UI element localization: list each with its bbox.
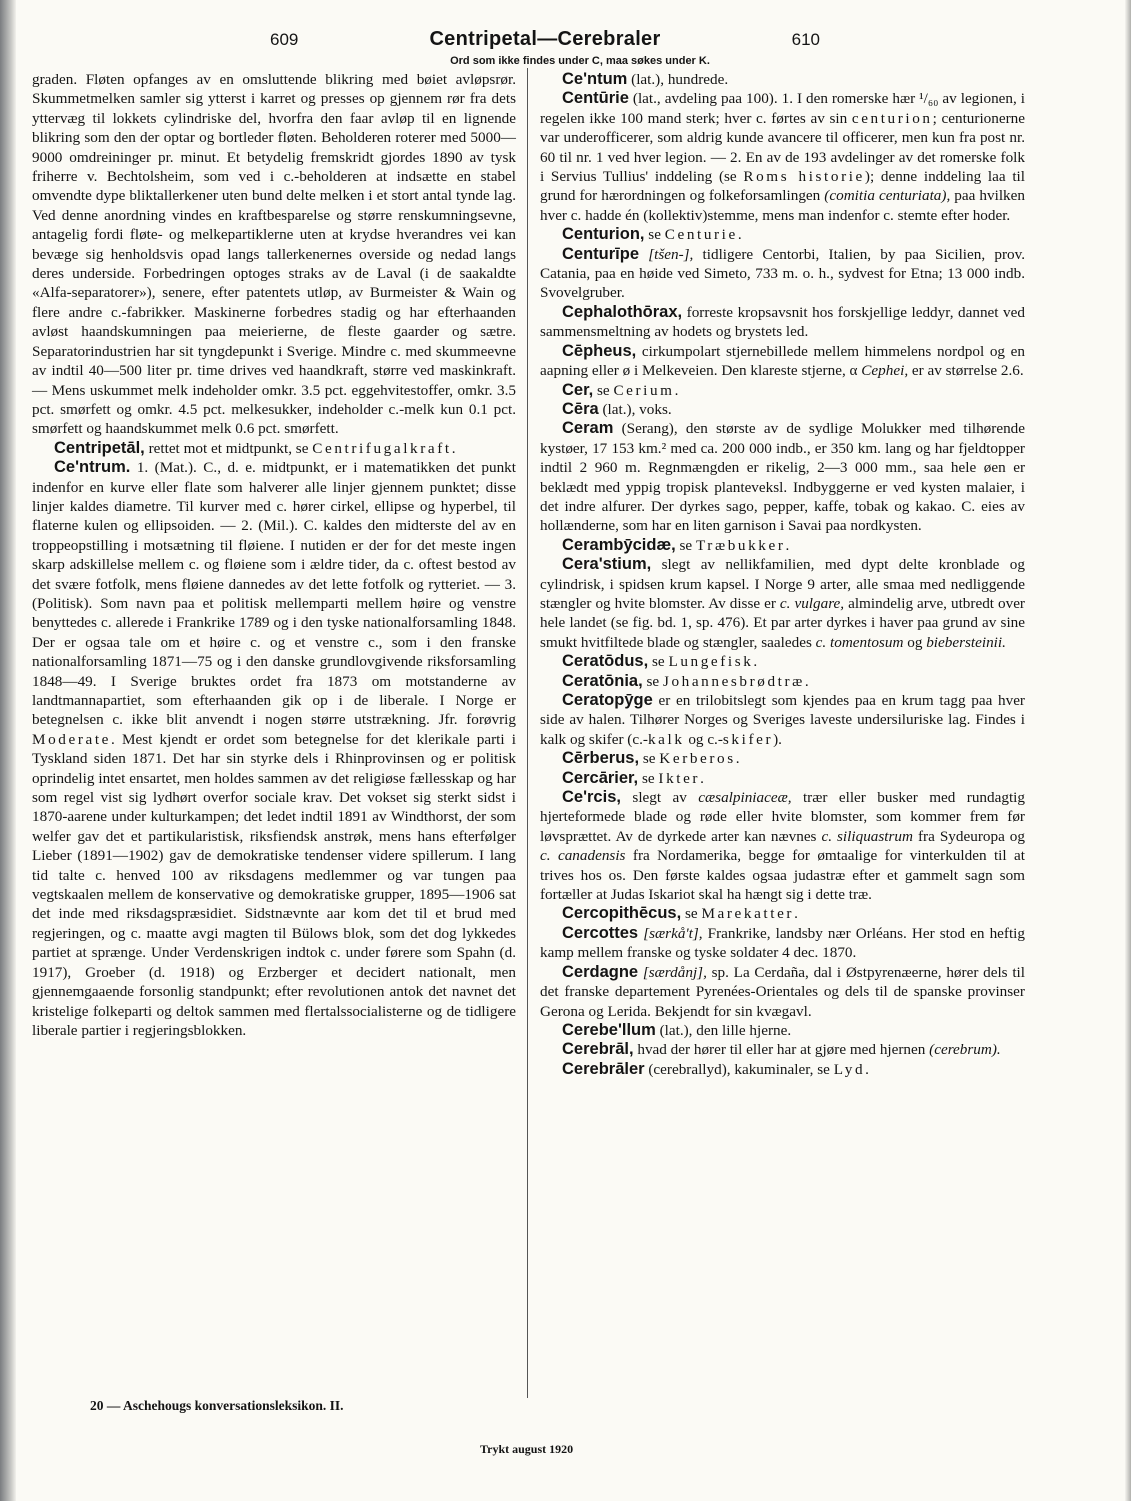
dictionary-entry <box>32 439 516 458</box>
dictionary-entry <box>540 672 1025 691</box>
entry-headword: Centripetāl, <box>54 438 145 457</box>
entry-text: . <box>674 381 679 399</box>
cross-reference: Lyd <box>833 1060 866 1078</box>
left-text-column <box>32 70 516 1040</box>
dictionary-entry <box>540 1021 1025 1040</box>
entry-text: (lat.), den lille hjerne. <box>655 1021 792 1039</box>
dictionary-entry <box>32 458 516 1040</box>
entry-text: se <box>638 769 659 787</box>
cross-reference: Kerberos <box>659 750 736 768</box>
italic-text: [særkå't], <box>643 924 703 942</box>
print-date: Trykt august 1920 <box>480 1442 574 1456</box>
entry-text: cirkumpolart stjernebillede mellem himmelens nordpol og en aapning eller ø i Melkeveien. Den klareste stjerne, α <box>540 342 1025 380</box>
entry-text: (Serang), den største av de sydlige Molukker med tilhørende kystøer, 17 153 km.² med ca. 200 000 indb., er 350 km. lang og har fjeldtopper indtil 2 960 m. Regnmængden er rikelig, 2—3 000 mm., saa hele øen er beklædt med yppig tropisk planteveksl. Indbyggerne er ved kysten malaier, i det indre alfurer. Der dyrkes sago, pepper, kaffe, tobak og kakao. C. eies av hollænderne, som har en liten garnison i Savai paa nordkysten. <box>540 420 1025 535</box>
dictionary-entry <box>540 924 1025 963</box>
entry-text: . <box>735 750 740 768</box>
entry-text: er en trilobitslegt som kjendes paa en krum tagg paa hver side av halen. Tilhører Norges og Sveriges laveste undersiluriske lag. Findes i kalk og skifer (c.- <box>540 692 1025 748</box>
entry-text: ); denne inddeling laa til grund for hærordningen og folkeforsamlingen <box>540 168 1025 205</box>
entry-headword: Ce'rcis, <box>562 788 621 807</box>
entry-text: fra Sydeuropa og <box>912 827 1025 845</box>
italic-text: c. tomentosum <box>815 633 904 651</box>
dictionary-entry <box>540 536 1025 555</box>
entry-text: se <box>639 750 660 768</box>
entry-text <box>639 246 648 263</box>
dictionary-entry <box>540 1040 1025 1059</box>
entry-headword: Cera'stium, <box>562 555 652 574</box>
italic-text: c. siliquastrum <box>821 827 913 845</box>
cross-reference: Roms historie <box>743 168 865 186</box>
page-number-left: 609 <box>270 30 299 49</box>
cross-reference: Johannesbrødtræ <box>662 672 805 690</box>
entry-headword: Centurion, <box>562 225 645 244</box>
dictionary-entry <box>540 904 1025 923</box>
entry-text: ; centurionerne var underofficerer, som aldrig kunde avancere til officerer, men kun fra post nr. 60 til nr. 1 ved hver legion. — 2. En av de 193 avdelinger av det romerske folk i Servius Tullius' inddeling (se <box>540 109 1025 186</box>
entry-headword: Cephalothōrax, <box>562 302 683 321</box>
dictionary-entry <box>540 419 1025 535</box>
entry-headword: Cerebrāl, <box>562 1040 634 1059</box>
entry-headword: Cercārier, <box>562 768 639 787</box>
entry-headword: Ce'ntrum. <box>54 458 131 477</box>
entry-text: . <box>753 653 758 671</box>
entry-headword: Cēpheus, <box>562 341 637 360</box>
entry-headword: Cēra <box>562 399 599 418</box>
italic-text: [tšen-], <box>648 245 694 263</box>
entry-text: 1. (Mat.). C., d. e. midtpunkt, er i matematikken det punkt indenfor en kurve eller flate som halverer alle linjer gjennem punktet; disse linjer kaldes diametre. Til kurver med c. hører cirkel, ellipse og hyperbel, til flaterne kulen og ellipsoiden. — 2. (Mil.). C. kaldes den midterste del av en troppeopstilling i motsætning til fløiene. I nutiden er der for det meste ingen skarp adskillelse mellem c. og fløiene som i ældre tider, da c. oftest bestod av det svære fotfolk, mens fløiene dannedes av det lette fotfolk og rytteriet. — 3. (Politisk). Som navn paa et politisk mellemparti mellem høire og venstre benyttedes c. allerede i Frankrike 1789 og i den tyske nationalforsamling 1848. Der er ogsaa tale om et høire c. og et venstre c., som i den franske nationalforsamling 1871—75 og i den danske grundlovgivende riksforsamling 1848—49. I Sverige bruktes ordet fra 1873 om motstanderne av landtmannapartiet, som efterhaanden gik op i de liberale. I Norge er betegnelsen c. ikke blit anvendt i nogen større utstrækning. Jfr. forøvrig <box>32 459 516 729</box>
entry-text: . <box>794 905 798 923</box>
italic-text: c. vulgare, <box>779 594 845 612</box>
entry-text: (lat., avdeling paa 100). 1. I den romerske hær ¹/₆₀ av legionen, i regelen ikke 100 mand sterk; hver c. førtes av sin <box>540 90 1025 127</box>
cross-reference: skifer <box>722 730 774 748</box>
entry-text: . <box>865 1060 869 1078</box>
entry-text: fra Nordamerika, begge for ømtaalige for vinterkulden til at trives hos os. Den første kaldes ogsaa judastræ efter et gammelt sagn som fortæller at Judas Iskariot skal ha hængt sig i dette træ. <box>540 847 1026 904</box>
entry-text: se <box>593 381 614 399</box>
entry-text: (lat.), hundrede. <box>627 71 729 88</box>
column-divider <box>527 68 528 1398</box>
entry-text: trær eller busker med rundagtig hjerteformede blade og røde eller hvite blomster, som kommer frem før løvsprættet. Av de dyrkede arter kan nævnes <box>540 789 1025 845</box>
entry-text: se <box>675 536 696 554</box>
entry-text: hvad der hører til eller har at gjøre med hjernen <box>633 1041 930 1059</box>
entry-text: . <box>804 672 809 690</box>
italic-text: (comitia centuriata), <box>824 187 951 205</box>
dictionary-entry <box>540 652 1025 671</box>
entry-headword: Cercopithēcus, <box>562 904 682 923</box>
entry-text: og c.- <box>684 730 723 748</box>
entry-headword: Cērberus, <box>562 749 640 768</box>
entry-headword: Cer, <box>562 380 594 399</box>
entry-headword: Ce'ntum <box>562 70 628 88</box>
entry-text: se <box>681 905 702 923</box>
dictionary-entry <box>540 963 1025 1021</box>
entry-text: paa hvilken hver c. hadde én (kollektiv)stemme, mens man indenfor c. stemte efter hoder. <box>540 187 1025 224</box>
entry-text: (cerebrallyd), kakuminaler, se <box>644 1060 834 1078</box>
printer-signature: 20 — Aschehougs konversationsleksikon. II. <box>90 1398 344 1413</box>
entry-text: er av størrelse 2.6. <box>908 362 1024 380</box>
cross-reference: Lungefisk <box>668 653 754 671</box>
cross-reference: Cerium <box>613 381 675 399</box>
cross-reference: Centurie <box>664 226 738 244</box>
cross-reference: Marekatter <box>701 905 795 923</box>
cross-reference: centurion <box>851 109 933 127</box>
entry-headword: Ceratōnia, <box>562 671 643 690</box>
right-text-column <box>540 70 1025 1079</box>
entry-text: ). <box>773 730 782 748</box>
cross-reference-note: Ord som ikke findes under C, maa søkes under K. <box>450 55 710 67</box>
page-binding-shadow <box>0 0 16 1501</box>
entry-headword: Ceram <box>562 419 614 438</box>
entry-headword: Cerdagne <box>562 962 639 981</box>
entry-headword: Centurīpe <box>562 244 640 263</box>
running-title: Centripetal—Cerebraler <box>429 28 661 50</box>
dictionary-entry <box>540 400 1025 419</box>
entry-headword: Cerebe'llum <box>562 1020 656 1039</box>
entry-text: Frankrike, landsby nær Orléans. Her stod en heftig kamp mellem franske og tyske soldater 4 dec. 1870. <box>540 924 1026 962</box>
entry-text: . Mest kjendt er ordet som betegnelse for det klerikale parti i Tyskland siden 1871. Det har sin styrke dels i Rhinprovinsen og er politisk oprindelig intet ensartet, men holdes sammen av det religiøse fællesskap og har som regel vist sig lydhørt overfor sociale krav. Det vokset sig sterkt sidst i 1870-aarene under kulturkampen; det ledet indtil 1891 av Windthorst, der som welfer gav det et partikularistisk, riksfiendsk anstrøk, mens hans efterfølger Lieber (1891—1902) gav de demokratiske tendenser videre spillerum. I lang tid talte c. henved 100 av riksdagens medlemmer og var tungen paa vegtskaalen mellem de konservative og demokratiske grupper, 1895—1906 sat det inde med riksdagspræsidiet. Sidstnævnte aar kom det til et brud med regjeringen, og c. maatte avgi magten til Bülows blok, som det dog lykkedes partiet at sprænge. Under Verdenskrigen indtok c. under førere som Spahn (d. 1917), Groeber (d. 1918) og Erzberger et decidert nationalt, men gjennemgaaende forsonlig standpunkt; efter revolutionen antok det navnet det kristelige folkeparti og deltok sammen med flertalssocialisterne og de tidligere liberale partier i regjeringsblokken. <box>32 730 516 1039</box>
dictionary-entry <box>540 381 1025 400</box>
entry-text: slegt av <box>620 789 699 807</box>
dictionary-entry <box>540 555 1025 652</box>
dictionary-entry <box>540 303 1025 342</box>
entry-text: . <box>700 769 704 787</box>
page-number-right: 610 <box>791 30 820 49</box>
italic-text: [særdånj], <box>642 963 707 981</box>
page-edge <box>1125 0 1131 1501</box>
entry-text: . <box>785 536 790 554</box>
entry-text: tidligere Centorbi, Italien, by paa Sicilien, prov. Catania, paa en høide ved Simeto, 733 m. o. h., sydvest for Etna; 13 000 indb. Svovelgruber. <box>540 245 1026 302</box>
dictionary-entry <box>540 342 1025 381</box>
cross-reference: Moderate <box>32 730 111 748</box>
continued-paragraph <box>32 70 516 439</box>
dictionary-entry <box>540 245 1025 303</box>
dictionary-entry <box>540 691 1025 749</box>
entry-text: forreste kropsavsnit hos forskjellige leddyr, dannet ved sammensmeltning av hodets og brystets led. <box>540 303 1025 341</box>
entry-text: slegt av nellikfamilien, med dypt delte kronblade og cylindrisk, i spidsen krum kapsel. I Norge 9 arter, alle smaa med nedliggende stængler og hvite blomster. Av disse er <box>540 556 1025 612</box>
cross-reference: Ikter <box>658 769 701 787</box>
entry-text: og <box>903 633 927 651</box>
entry-text: . <box>737 226 742 244</box>
dictionary-entry <box>540 1060 1025 1079</box>
running-head <box>270 26 820 56</box>
entry-text: se <box>642 672 663 690</box>
cross-reference: kalk <box>647 730 685 748</box>
dictionary-entry <box>540 89 1025 225</box>
entry-text: se <box>648 653 669 671</box>
italic-text: Cephei, <box>861 362 909 380</box>
dictionary-entry <box>540 769 1025 788</box>
entry-headword: Ceratopȳge <box>562 691 653 709</box>
dictionary-entry <box>540 70 1025 89</box>
cross-reference: Træbukker <box>695 536 786 554</box>
italic-text: c. canadensis <box>540 847 626 865</box>
entry-text: almindelig arve, utbredt over hele landet (se fig. bd. 1, sp. 476). Et par arter dyrkes i haver paa grund av sine smukt hvitfiltede blade og stængler, saaledes <box>540 594 1025 651</box>
entry-text: . <box>451 439 456 457</box>
entry-text: rettet mot et midtpunkt, se <box>144 439 313 457</box>
italic-text: cæsalpiniaceæ, <box>698 789 792 807</box>
cross-reference: Centrifugalkraft <box>312 439 452 457</box>
entry-headword: Centūrie <box>562 89 629 108</box>
dictionary-entry <box>540 749 1025 768</box>
entry-headword: Cerambȳcidæ, <box>562 535 676 554</box>
entry-text: se <box>644 226 665 244</box>
dictionary-entry <box>540 225 1025 244</box>
entry-text: (lat.), voks. <box>598 400 672 418</box>
entry-text: graden. Fløten opfanges av en omsluttende blikring med bøiet avløpsrør. Skummetmelken samler sig ytterst i karret og presses op gjennem rør fra dets yttervæg til lokkets cylindriske del, hvorfra den faar avløp til en lignende blikring som den der optar og bortleder fløten. Beholderen roterer med 5000—9000 omdreininger pr. minut. Et betydelig fremskridt gjordes 1890 av tysk friherre v. Bechtolsheim, som ved i c.-beholderen at indsætte en stabel omvendte dype bliktallerkener uten bund delte melken i et stort antal tynde lag. Ved denne anordning vindes en kraftbesparelse og større renskumningsevne, antagelig fordi fløte- og melkepartiklerne uten at krydse hverandres vei kan bevæge sig henholdsvis opad langs tallerkenernes overside og nedad langs deres underside. Forbedringen optoges straks av de Laval (i de saakaldte «Alfa-separatorer»), senere, efter patentets utløp, av Burmeister & Wain og flere andre c.-fabrikker. Maskinerne forbedres stadig og har efterhaanden avløst haandskumningen paa meierierne, de fleste gaarder og sætre. Separatorindustrien har sit tyngdepunkt i Sverige. Mindre c. med skummeevne av indtil 40—500 liter pr. time drives ved haandkraft, større ved maskinkraft. — Mens uskummet melk indeholder omkr. 3.5 pct. eggehvitestoffer, omkr. 3.5 pct. smørfett og omkr. 4.5 pct. melkesukker, indeholder c.-melk kun 0.1 pct. smørfett og haandskummet melk 0.6 pct. smørfett. <box>32 71 516 438</box>
entry-headword: Cerebrāler <box>562 1059 645 1078</box>
entry-headword: Ceratōdus, <box>562 652 649 671</box>
entry-text: sp. La Cerdaña, dal i Østpyrenæerne, hører dels til det franske departement Pyrenées-Orientales og dels til de spanske provinser Gerona og Lerida. Bekjendt for sin kvægavl. <box>540 963 1025 1020</box>
dictionary-entry <box>540 788 1025 904</box>
italic-text: (cerebrum). <box>929 1041 1001 1059</box>
entry-headword: Cercottes <box>562 923 639 942</box>
italic-text: biebersteinii. <box>926 633 1006 651</box>
